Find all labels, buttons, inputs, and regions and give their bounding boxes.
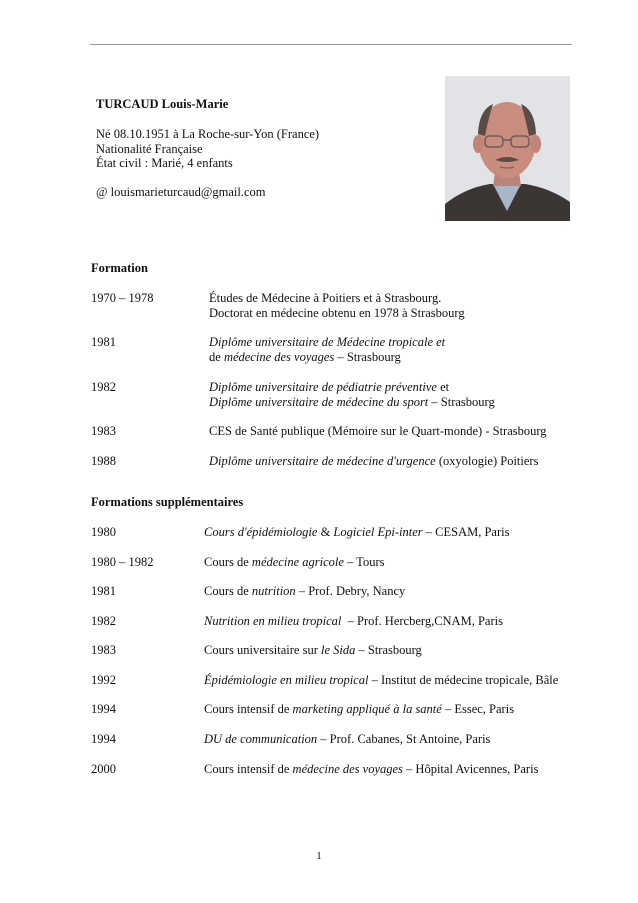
email: @ louismarieturcaud@gmail.com <box>96 185 266 199</box>
supplementary-title: Formations supplémentaires <box>91 495 244 509</box>
entry-text: Diplôme universitaire de médecine du sport <box>209 395 429 409</box>
entry-row <box>91 732 591 764</box>
entry-description <box>204 584 405 599</box>
entry-text: – Institut de médecine tropicale, Bâle <box>368 673 559 687</box>
entry-text: et <box>436 380 450 394</box>
entry-row <box>91 525 591 557</box>
entry-text: – Prof. Hercberg,CNAM, Paris <box>341 614 503 628</box>
entry-text: Études de Médecine à Poitiers et à Strasbourg. <box>209 291 442 305</box>
entry-text: Doctorat en médecine obtenu en 1978 à Strasbourg <box>209 306 465 320</box>
entry-description <box>204 525 509 540</box>
entry-text: – Prof. Debry, Nancy <box>295 584 406 598</box>
entry-text: – Hôpital Avicennes, Paris <box>402 762 539 776</box>
entry-row <box>91 702 591 734</box>
page-number: 1 <box>316 850 322 862</box>
entry-text: Cours de <box>204 584 252 598</box>
entry-row <box>91 335 591 367</box>
entry-description <box>204 555 384 570</box>
entry-year: 1994 <box>91 702 116 716</box>
entry-year: 1981 <box>91 584 116 598</box>
formation-title: Formation <box>91 261 148 275</box>
entry-description <box>209 424 547 439</box>
birth-info: Né 08.10.1951 à La Roche-sur-Yon (France) <box>96 127 320 141</box>
entry-line <box>209 424 547 439</box>
nationality: Nationalité Française <box>96 142 203 156</box>
entry-row <box>91 454 591 486</box>
entry-year: 1992 <box>91 673 116 687</box>
entry-year: 2000 <box>91 762 116 776</box>
entry-row <box>91 614 591 646</box>
entry-year: 1980 <box>91 525 116 539</box>
entry-text: Nutrition en milieu tropical <box>204 614 342 628</box>
entry-text: Épidémiologie en milieu tropical <box>204 673 369 687</box>
entry-description <box>204 762 538 777</box>
entry-line <box>209 395 495 410</box>
entry-text: – Tours <box>343 555 385 569</box>
entry-line <box>204 643 422 658</box>
entry-text: marketing appliqué à la santé <box>292 702 442 716</box>
entry-year: 1970 – 1978 <box>91 291 154 305</box>
entry-text: Cours intensif de <box>204 762 293 776</box>
entry-row <box>91 673 591 705</box>
entry-line <box>209 454 538 469</box>
entry-description <box>209 380 495 410</box>
entry-description <box>209 291 465 321</box>
entry-year: 1981 <box>91 335 116 349</box>
entry-year: 1983 <box>91 643 116 657</box>
entry-line <box>204 614 503 629</box>
header-rule <box>90 44 572 45</box>
entry-text: – Strasbourg <box>334 350 401 364</box>
entry-text: – Strasbourg <box>355 643 422 657</box>
entry-description <box>204 732 490 747</box>
entry-text: (oxyologie) Poitiers <box>435 454 539 468</box>
entry-row <box>91 555 591 587</box>
profile-photo <box>445 76 570 221</box>
entry-line <box>209 380 495 395</box>
entry-line <box>204 584 405 599</box>
entry-description <box>204 643 422 658</box>
entry-text: le Sida <box>321 643 356 657</box>
entry-line <box>204 525 509 540</box>
entry-row <box>91 643 591 675</box>
entry-row <box>91 584 591 616</box>
entry-year: 1983 <box>91 424 116 438</box>
entry-row <box>91 291 591 323</box>
entry-line <box>209 350 445 365</box>
entry-text: – Prof. Cabanes, St Antoine, Paris <box>317 732 491 746</box>
entry-line <box>204 732 490 747</box>
entry-text: Diplôme universitaire de pédiatrie préventive <box>209 380 437 394</box>
entry-year: 1994 <box>91 732 116 746</box>
entry-line <box>204 555 384 570</box>
entry-line <box>209 335 445 350</box>
entry-text: – Strasbourg <box>428 395 495 409</box>
entry-text: Cours de <box>204 555 252 569</box>
entry-text: DU de communication <box>204 732 318 746</box>
entry-line <box>209 306 465 321</box>
entry-text: Logiciel Epi-inter <box>333 525 423 539</box>
entry-description <box>204 673 558 688</box>
entry-line <box>204 673 558 688</box>
entry-row <box>91 424 591 456</box>
entry-description <box>209 454 538 469</box>
entry-row <box>91 380 591 412</box>
entry-text: CES de Santé publique (Mémoire sur le Quart-monde) - Strasbourg <box>209 424 547 438</box>
entry-description <box>204 702 514 717</box>
entry-text: – CESAM, Paris <box>422 525 510 539</box>
entry-description <box>204 614 503 629</box>
entry-text: Cours d'épidémiologie <box>204 525 318 539</box>
entry-text: médecine des voyages <box>223 350 335 364</box>
entry-text: nutrition <box>251 584 296 598</box>
entry-text: Cours universitaire sur <box>204 643 321 657</box>
entry-text: Diplôme universitaire de Médecine tropicale et <box>209 335 446 349</box>
entry-text: Cours intensif de <box>204 702 293 716</box>
civil-status: État civil : Marié, 4 enfants <box>96 156 233 170</box>
entry-text: de <box>209 350 224 364</box>
entry-line <box>204 762 538 777</box>
entry-text: médecine des voyages <box>292 762 403 776</box>
entry-line <box>209 291 465 306</box>
entry-year: 1988 <box>91 454 116 468</box>
entry-text: & <box>317 525 334 539</box>
entry-text: Diplôme universitaire de médecine d'urgence <box>209 454 436 468</box>
entry-text: – Essec, Paris <box>441 702 515 716</box>
entry-text: médecine agricole <box>251 555 344 569</box>
entry-year: 1980 – 1982 <box>91 555 154 569</box>
entry-row <box>91 762 591 794</box>
entry-description <box>209 335 445 365</box>
entry-year: 1982 <box>91 380 116 394</box>
entry-year: 1982 <box>91 614 116 628</box>
entry-line <box>204 702 514 717</box>
person-name: TURCAUD Louis-Marie <box>96 97 229 111</box>
